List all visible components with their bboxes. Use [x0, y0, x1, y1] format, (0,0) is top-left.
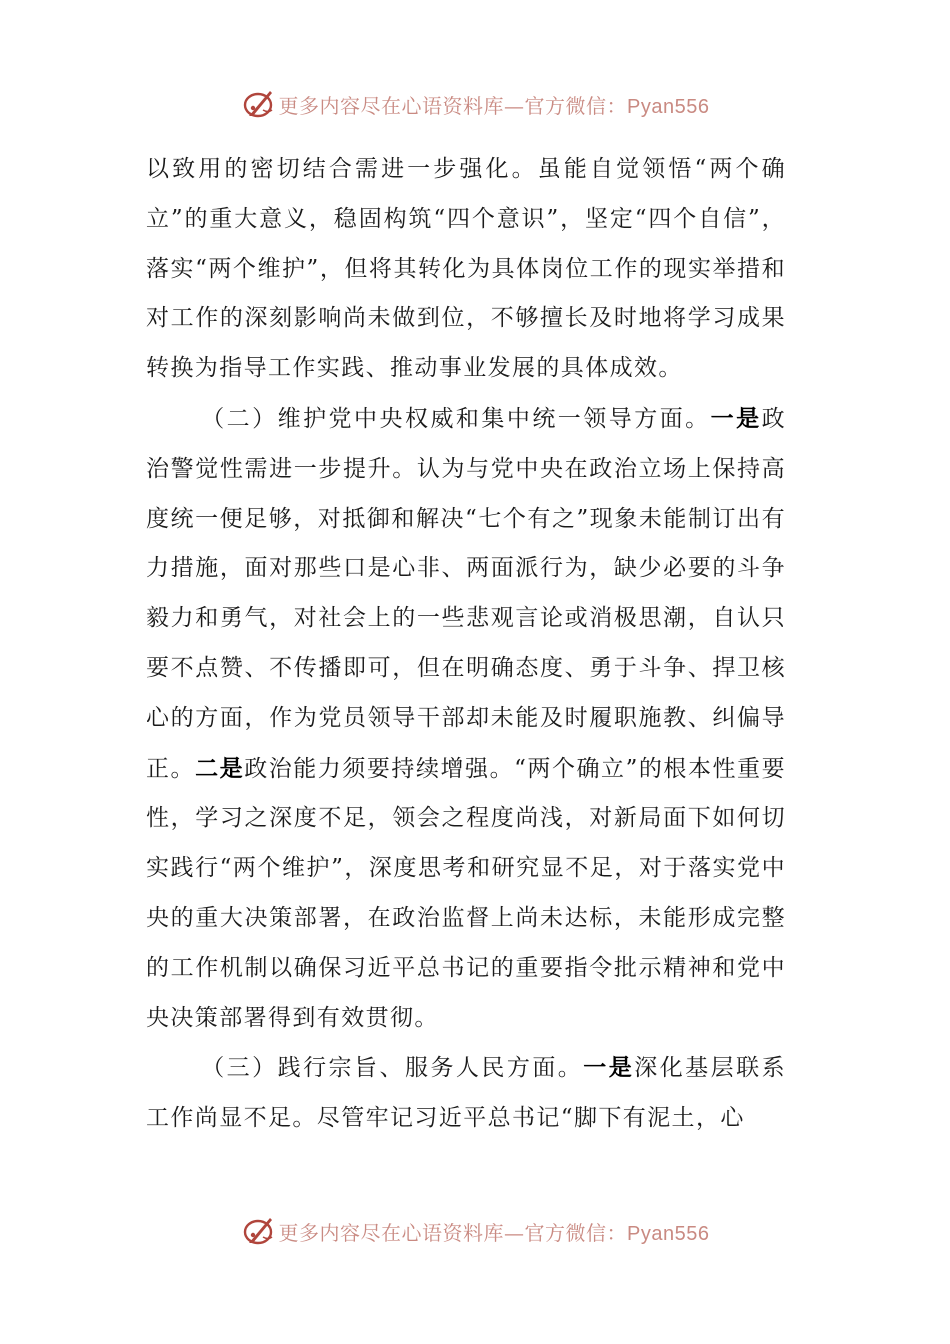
watermark-wechat-id: Pyan556: [627, 1222, 710, 1245]
watermark-wechat-id: Pyan556: [627, 95, 710, 118]
paragraph-1: 以致用的密切结合需进一步强化。虽能自觉领悟“两个确立”的重大意义，稳固构筑“四个意识”，坚定“四个自信”，落实“两个维护”，但将其转化为具体岗位工作的现实举措和对工作的深刻影响尚未做到位，不够擅长及时地将学习成果转换为指导工作实践、推动事业发展的具体成效。: [146, 156, 786, 382]
section-heading: （三）践行宗旨、服务人民方面。: [201, 1055, 584, 1082]
point-label-first: 一是: [710, 404, 762, 432]
footer-watermark: [0, 1211, 950, 1251]
point-text-second: 政治能力须要持续增强。“两个确立”的根本性重要性，学习之深度不足，领会之程度尚浅，对新局面下如何切实践行“两个维护”，深度思考和研究显不足，对于落实党中央的重大决策部署，在政治监督上尚未达标，未能形成完整的工作机制以确保习近平总书记的重要指令批示精神和党中央决策部署得到有效贯彻。: [146, 755, 786, 1031]
point-text-first: 深化基层联系工作尚显不足。尽管牢记习近平总书记“脚下有泥土，心: [146, 1055, 786, 1132]
section-heading: （二）维护党中央权威和集中统一领导方面。: [201, 405, 711, 432]
paragraph-3: [146, 1043, 786, 1144]
point-text-first: 政治警觉性需进一步提升。认为与党中央在政治立场上保持高度统一便足够，对抵御和解决“七个有之”现象未能制订出有力措施，面对那些口是心非、两面派行为，缺少必要的斗争毅力和勇气，对社会上的一些悲观言论或消极思潮，自认只要不点赞、不传播即可，但在明确态度、勇于斗争、捍卫核心的方面，作为党员领导干部却未能及时履职施教、纠偏导正。: [146, 405, 786, 782]
watermark-text: 更多内容尽在心语资料库—官方微信：Pyan556: [278, 93, 710, 118]
watermark-text: 更多内容尽在心语资料库—官方微信：Pyan556: [278, 1220, 710, 1245]
point-label-first: 一是: [583, 1054, 635, 1082]
document-body: [146, 145, 786, 1144]
quill-logo-icon: [241, 1213, 277, 1249]
header-watermark: [0, 84, 950, 124]
point-label-second: 二是: [195, 754, 245, 782]
quill-logo-icon: [241, 86, 277, 122]
paragraph-2: [146, 394, 786, 1043]
